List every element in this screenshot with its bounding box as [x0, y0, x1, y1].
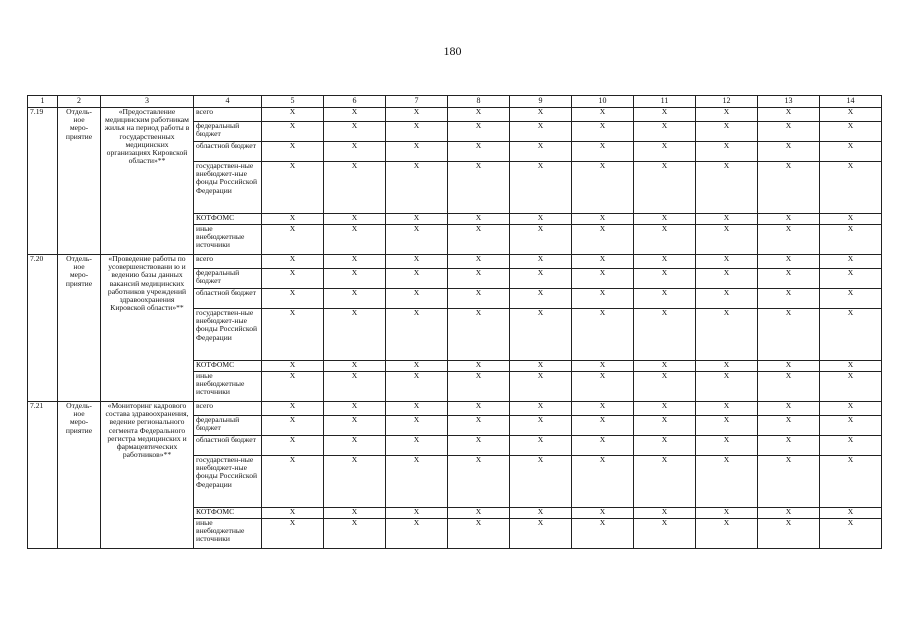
value-cell: X: [324, 269, 386, 289]
column-header: 14: [820, 96, 882, 108]
value-cell: X: [510, 214, 572, 225]
value-cell: X: [386, 142, 448, 162]
value-cell: X: [262, 372, 324, 402]
value-cell: X: [386, 372, 448, 402]
value-cell: X: [510, 456, 572, 508]
value-cell: X: [758, 255, 820, 269]
value-cell: X: [324, 372, 386, 402]
value-cell: X: [572, 255, 634, 269]
value-cell: X: [758, 309, 820, 361]
value-cell: X: [324, 436, 386, 456]
value-cell: X: [820, 309, 882, 361]
value-cell: X: [262, 142, 324, 162]
value-cell: X: [758, 361, 820, 372]
value-cell: X: [262, 519, 324, 549]
value-cell: X: [634, 402, 696, 416]
value-cell: X: [696, 416, 758, 436]
funding-source: иные внебюджетные источники: [194, 519, 262, 549]
funding-source: федеральный бюджет: [194, 122, 262, 142]
value-cell: X: [386, 214, 448, 225]
column-header: 4: [194, 96, 262, 108]
funding-source: КОТФОМС: [194, 361, 262, 372]
value-cell: X: [572, 416, 634, 436]
funding-source: государствен-ные внебюджет-ные фонды Российской Федерации: [194, 162, 262, 214]
value-cell: X: [510, 372, 572, 402]
value-cell: X: [758, 519, 820, 549]
value-cell: X: [262, 416, 324, 436]
value-cell: X: [634, 416, 696, 436]
value-cell: X: [324, 142, 386, 162]
value-cell: X: [386, 108, 448, 122]
value-cell: X: [448, 519, 510, 549]
value-cell: X: [696, 225, 758, 255]
value-cell: X: [448, 456, 510, 508]
value-cell: X: [262, 402, 324, 416]
value-cell: X: [262, 361, 324, 372]
value-cell: X: [448, 361, 510, 372]
value-cell: X: [572, 361, 634, 372]
column-header: 12: [696, 96, 758, 108]
funding-source: федеральный бюджет: [194, 416, 262, 436]
column-header: 6: [324, 96, 386, 108]
value-cell: X: [386, 289, 448, 309]
value-cell: X: [696, 142, 758, 162]
page-number: 180: [443, 44, 462, 58]
funding-source: КОТФОМС: [194, 508, 262, 519]
column-header: 9: [510, 96, 572, 108]
value-cell: X: [820, 436, 882, 456]
table-body: [28, 108, 882, 549]
value-cell: X: [820, 508, 882, 519]
table-row: [28, 255, 882, 269]
value-cell: X: [510, 142, 572, 162]
value-cell: X: [262, 255, 324, 269]
value-cell: X: [820, 456, 882, 508]
value-cell: X: [634, 508, 696, 519]
value-cell: X: [634, 309, 696, 361]
funding-source: областной бюджет: [194, 289, 262, 309]
column-header: 11: [634, 96, 696, 108]
value-cell: X: [820, 402, 882, 416]
value-cell: X: [758, 225, 820, 255]
value-cell: X: [696, 372, 758, 402]
value-cell: X: [696, 361, 758, 372]
value-cell: X: [758, 214, 820, 225]
value-cell: X: [448, 255, 510, 269]
value-cell: X: [386, 225, 448, 255]
value-cell: X: [634, 108, 696, 122]
value-cell: X: [572, 142, 634, 162]
table-row: [28, 108, 882, 122]
value-cell: X: [386, 436, 448, 456]
column-header: 5: [262, 96, 324, 108]
activity-number: 7.19: [28, 108, 58, 255]
column-header: 2: [58, 96, 101, 108]
value-cell: X: [572, 214, 634, 225]
value-cell: X: [634, 225, 696, 255]
value-cell: X: [696, 269, 758, 289]
value-cell: X: [324, 402, 386, 416]
value-cell: X: [820, 142, 882, 162]
value-cell: X: [696, 108, 758, 122]
value-cell: X: [262, 309, 324, 361]
value-cell: X: [510, 436, 572, 456]
value-cell: X: [696, 214, 758, 225]
funding-source: всего: [194, 108, 262, 122]
value-cell: X: [386, 508, 448, 519]
value-cell: X: [510, 225, 572, 255]
value-cell: X: [262, 214, 324, 225]
value-cell: X: [634, 255, 696, 269]
value-cell: X: [572, 456, 634, 508]
column-header: 3: [101, 96, 194, 108]
value-cell: X: [324, 214, 386, 225]
value-cell: X: [448, 162, 510, 214]
value-cell: X: [448, 108, 510, 122]
value-cell: X: [448, 269, 510, 289]
value-cell: X: [510, 519, 572, 549]
value-cell: X: [572, 289, 634, 309]
value-cell: X: [324, 508, 386, 519]
activity-name: «Предоставление медицинским работникам жилья на период работы в государственных медицинских организациях Кировской области»**: [101, 108, 194, 255]
value-cell: X: [386, 416, 448, 436]
value-cell: X: [758, 372, 820, 402]
value-cell: X: [324, 108, 386, 122]
value-cell: X: [510, 402, 572, 416]
program-table: [27, 95, 882, 549]
value-cell: X: [634, 436, 696, 456]
value-cell: X: [386, 162, 448, 214]
value-cell: X: [324, 225, 386, 255]
value-cell: X: [510, 122, 572, 142]
activity-type: Отдель- ное меро- приятие: [58, 108, 101, 255]
table-row: [28, 402, 882, 416]
value-cell: X: [820, 108, 882, 122]
value-cell: X: [448, 214, 510, 225]
column-header: 13: [758, 96, 820, 108]
value-cell: X: [572, 372, 634, 402]
activity-type: Отдель- ное меро- приятие: [58, 255, 101, 402]
value-cell: X: [572, 122, 634, 142]
activity-name: «Проведение работы по усовершенствовани ю и ведению базы данных вакансий медицинских работников учреждений здравоохранения Кировской области»**: [101, 255, 194, 402]
value-cell: X: [572, 508, 634, 519]
value-cell: X: [510, 508, 572, 519]
value-cell: X: [448, 309, 510, 361]
activity-type: Отдель- ное меро- приятие: [58, 402, 101, 549]
value-cell: X: [572, 519, 634, 549]
value-cell: X: [758, 416, 820, 436]
value-cell: X: [758, 108, 820, 122]
value-cell: X: [510, 289, 572, 309]
value-cell: X: [572, 225, 634, 255]
value-cell: X: [820, 162, 882, 214]
value-cell: X: [572, 436, 634, 456]
value-cell: X: [758, 289, 820, 309]
value-cell: X: [696, 519, 758, 549]
funding-source: всего: [194, 255, 262, 269]
value-cell: X: [820, 372, 882, 402]
value-cell: X: [572, 108, 634, 122]
value-cell: X: [448, 416, 510, 436]
value-cell: X: [820, 519, 882, 549]
value-cell: X: [448, 436, 510, 456]
value-cell: X: [572, 402, 634, 416]
value-cell: X: [448, 142, 510, 162]
value-cell: X: [510, 416, 572, 436]
activity-name: «Мониторинг кадрового состава здравоохранения, ведение регионального сегмента Федерального регистра медицинских и фармацевтических работников»**: [101, 402, 194, 549]
value-cell: X: [696, 289, 758, 309]
value-cell: X: [696, 255, 758, 269]
value-cell: X: [758, 122, 820, 142]
value-cell: X: [696, 162, 758, 214]
value-cell: X: [510, 309, 572, 361]
value-cell: X: [758, 269, 820, 289]
value-cell: X: [448, 372, 510, 402]
value-cell: X: [634, 142, 696, 162]
value-cell: X: [634, 519, 696, 549]
value-cell: X: [386, 361, 448, 372]
activity-number: 7.20: [28, 255, 58, 402]
value-cell: X: [324, 456, 386, 508]
value-cell: X: [448, 122, 510, 142]
value-cell: X: [262, 269, 324, 289]
value-cell: X: [324, 289, 386, 309]
value-cell: X: [572, 162, 634, 214]
value-cell: X: [448, 289, 510, 309]
value-cell: X: [324, 309, 386, 361]
value-cell: X: [758, 456, 820, 508]
value-cell: X: [634, 361, 696, 372]
value-cell: X: [448, 225, 510, 255]
value-cell: X: [820, 255, 882, 269]
funding-source: иные внебюджетные источники: [194, 372, 262, 402]
value-cell: X: [386, 519, 448, 549]
value-cell: X: [386, 309, 448, 361]
value-cell: X: [510, 108, 572, 122]
value-cell: X: [634, 162, 696, 214]
value-cell: X: [448, 402, 510, 416]
value-cell: X: [696, 122, 758, 142]
value-cell: X: [510, 361, 572, 372]
value-cell: X: [758, 162, 820, 214]
column-header: 10: [572, 96, 634, 108]
value-cell: X: [262, 108, 324, 122]
column-header: 8: [448, 96, 510, 108]
value-cell: X: [758, 508, 820, 519]
value-cell: X: [262, 122, 324, 142]
value-cell: X: [324, 519, 386, 549]
funding-source: федеральный бюджет: [194, 269, 262, 289]
value-cell: X: [324, 122, 386, 142]
value-cell: X: [820, 214, 882, 225]
value-cell: X: [510, 162, 572, 214]
table-header: [28, 96, 882, 108]
value-cell: X: [820, 289, 882, 309]
activity-number: 7.21: [28, 402, 58, 549]
value-cell: X: [820, 122, 882, 142]
value-cell: X: [262, 162, 324, 214]
value-cell: X: [696, 309, 758, 361]
value-cell: X: [386, 456, 448, 508]
value-cell: X: [634, 372, 696, 402]
value-cell: X: [510, 255, 572, 269]
value-cell: X: [820, 225, 882, 255]
funding-source: государствен-ные внебюджет-ные фонды Российской Федерации: [194, 309, 262, 361]
value-cell: X: [634, 269, 696, 289]
value-cell: X: [324, 255, 386, 269]
value-cell: X: [262, 225, 324, 255]
funding-source: областной бюджет: [194, 436, 262, 456]
value-cell: X: [510, 269, 572, 289]
value-cell: X: [758, 436, 820, 456]
value-cell: X: [696, 436, 758, 456]
funding-source: иные внебюджетные источники: [194, 225, 262, 255]
value-cell: X: [324, 416, 386, 436]
column-header: 7: [386, 96, 448, 108]
value-cell: X: [324, 162, 386, 214]
value-cell: X: [696, 508, 758, 519]
value-cell: X: [386, 269, 448, 289]
value-cell: X: [262, 436, 324, 456]
header-row: [28, 96, 882, 108]
value-cell: X: [634, 289, 696, 309]
value-cell: X: [696, 402, 758, 416]
value-cell: X: [758, 402, 820, 416]
value-cell: X: [758, 142, 820, 162]
value-cell: X: [634, 122, 696, 142]
value-cell: X: [820, 416, 882, 436]
funding-source: всего: [194, 402, 262, 416]
value-cell: X: [386, 402, 448, 416]
value-cell: X: [820, 269, 882, 289]
funding-source: областной бюджет: [194, 142, 262, 162]
funding-source: государствен-ные внебюджет-ные фонды Российской Федерации: [194, 456, 262, 508]
value-cell: X: [572, 269, 634, 289]
value-cell: X: [572, 309, 634, 361]
column-header: 1: [28, 96, 58, 108]
value-cell: X: [262, 289, 324, 309]
value-cell: X: [634, 214, 696, 225]
value-cell: X: [386, 255, 448, 269]
value-cell: X: [262, 508, 324, 519]
value-cell: X: [696, 456, 758, 508]
value-cell: X: [262, 456, 324, 508]
value-cell: X: [386, 122, 448, 142]
value-cell: X: [634, 456, 696, 508]
value-cell: X: [324, 361, 386, 372]
value-cell: X: [448, 508, 510, 519]
value-cell: X: [820, 361, 882, 372]
funding-source: КОТФОМС: [194, 214, 262, 225]
